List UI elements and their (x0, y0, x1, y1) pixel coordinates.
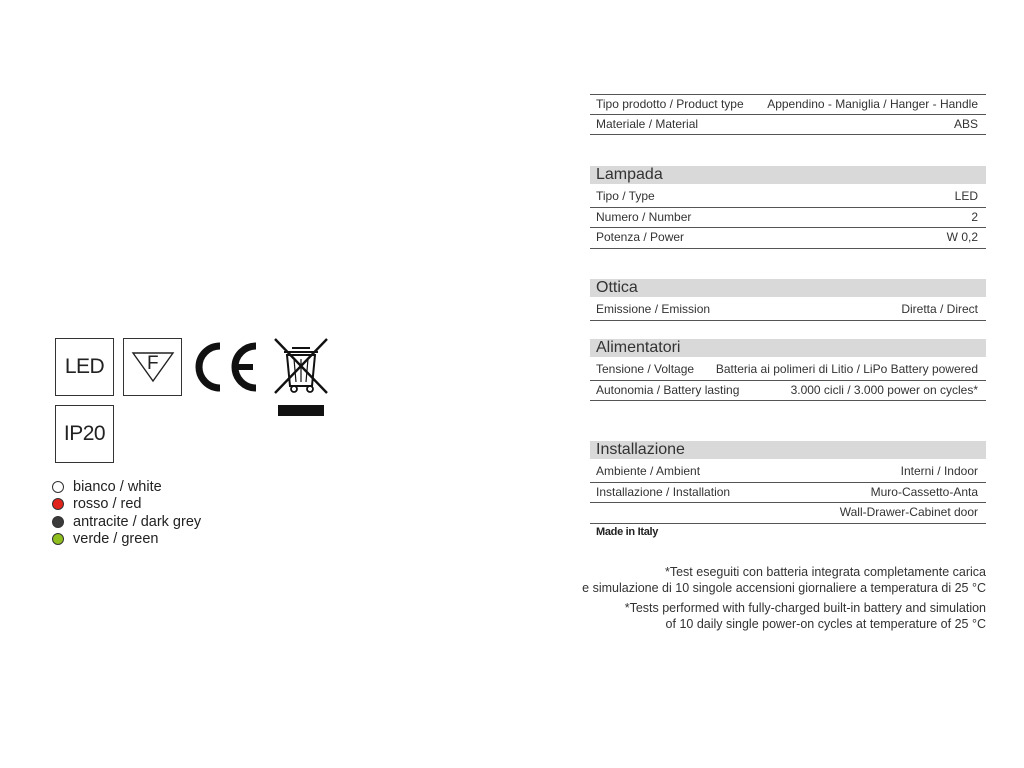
spec-value: Interni / Indoor (900, 464, 978, 478)
section-title-lamp: Lampada (590, 166, 986, 184)
note-line: of 10 daily single power-on cycles at temperature of 25 °C (665, 616, 986, 631)
spec-value: Wall-Drawer-Cabinet door (839, 505, 978, 519)
color-item-red (52, 496, 201, 514)
spec-label: Installazione / Installation (596, 484, 731, 499)
spec-row-emission (590, 300, 986, 321)
spec-value: Appendino - Maniglia / Hanger - Handle (767, 97, 978, 111)
color-label: verde / green (73, 531, 159, 548)
ip20-mark-label: IP20 (63, 422, 106, 445)
spec-row-installation (590, 483, 986, 504)
section-title-power-supply: Alimentatori (590, 339, 986, 357)
spec-label: Numero / Number (596, 209, 692, 224)
spec-label: Tipo / Type (596, 189, 655, 203)
spec-value: 2 (971, 209, 978, 224)
spec-row-product-type (590, 94, 986, 115)
spec-label: Tipo prodotto / Product type (596, 97, 744, 111)
optics-spec-section (590, 279, 986, 321)
ip20-mark (55, 405, 114, 463)
color-label: rosso / red (73, 496, 142, 513)
spec-row-installation-en (590, 503, 986, 524)
spec-value: W 0,2 (946, 230, 978, 244)
spec-row-voltage (590, 360, 986, 381)
note-line: e simulazione di 10 singole accensioni giornaliere a temperatura di 25 °C (582, 580, 986, 595)
spec-value: Muro-Cassetto-Anta (870, 484, 978, 499)
spec-row-material (590, 115, 986, 136)
led-mark-label: LED (64, 355, 105, 378)
spec-row-type (590, 187, 986, 208)
color-swatch-dark-grey (52, 516, 64, 528)
spec-row-ambient (590, 462, 986, 483)
color-swatch-white (52, 481, 64, 493)
spec-value: Batteria ai polimeri di Litio / LiPo Battery powered (715, 362, 978, 376)
note-line: *Test eseguiti con batteria integrata completamente carica (664, 565, 986, 579)
made-in-italy: Made in Italy (596, 526, 659, 538)
spec-label: Ambiente / Ambient (596, 464, 701, 478)
f-mark-label: F (147, 353, 159, 374)
color-swatch-red (52, 498, 64, 510)
spec-value: Diretta / Direct (901, 302, 978, 316)
spec-row-number (590, 208, 986, 229)
spec-label: Autonomia / Battery lasting (596, 382, 740, 397)
color-swatch-green (52, 533, 64, 545)
section-title-installation: Installazione (590, 441, 986, 459)
color-list (52, 478, 201, 548)
color-label: bianco / white (73, 478, 162, 495)
spec-row-power (590, 228, 986, 249)
color-item-white (52, 478, 201, 496)
spec-label: Materiale / Material (596, 116, 699, 131)
spec-value: LED (954, 189, 978, 203)
color-item-dark-grey (52, 513, 201, 531)
spec-value: 3.000 cicli / 3.000 power on cycles* (790, 382, 978, 397)
power-supply-spec-section (590, 339, 986, 401)
color-item-green (52, 531, 201, 549)
spec-value: ABS (953, 116, 978, 131)
color-label: antracite / dark grey (73, 513, 202, 530)
section-title-optics: Ottica (590, 279, 986, 297)
test-note-english (625, 601, 986, 632)
led-mark (55, 338, 114, 396)
spec-label: Tensione / Voltage (596, 362, 695, 376)
spec-row-battery-lasting (590, 381, 986, 402)
f-mark-icon (123, 338, 182, 396)
note-line: *Tests performed with fully-charged built-in battery and simulation (624, 601, 986, 615)
test-note-italian (582, 565, 986, 596)
lamp-spec-section (590, 166, 986, 249)
installation-spec-section (590, 441, 986, 524)
ce-mark-icon (193, 340, 261, 394)
spec-label: Potenza / Power (596, 230, 685, 244)
spec-label: Emissione / Emission (596, 302, 711, 316)
product-spec-table (590, 94, 986, 135)
weee-bin-icon (272, 336, 330, 418)
